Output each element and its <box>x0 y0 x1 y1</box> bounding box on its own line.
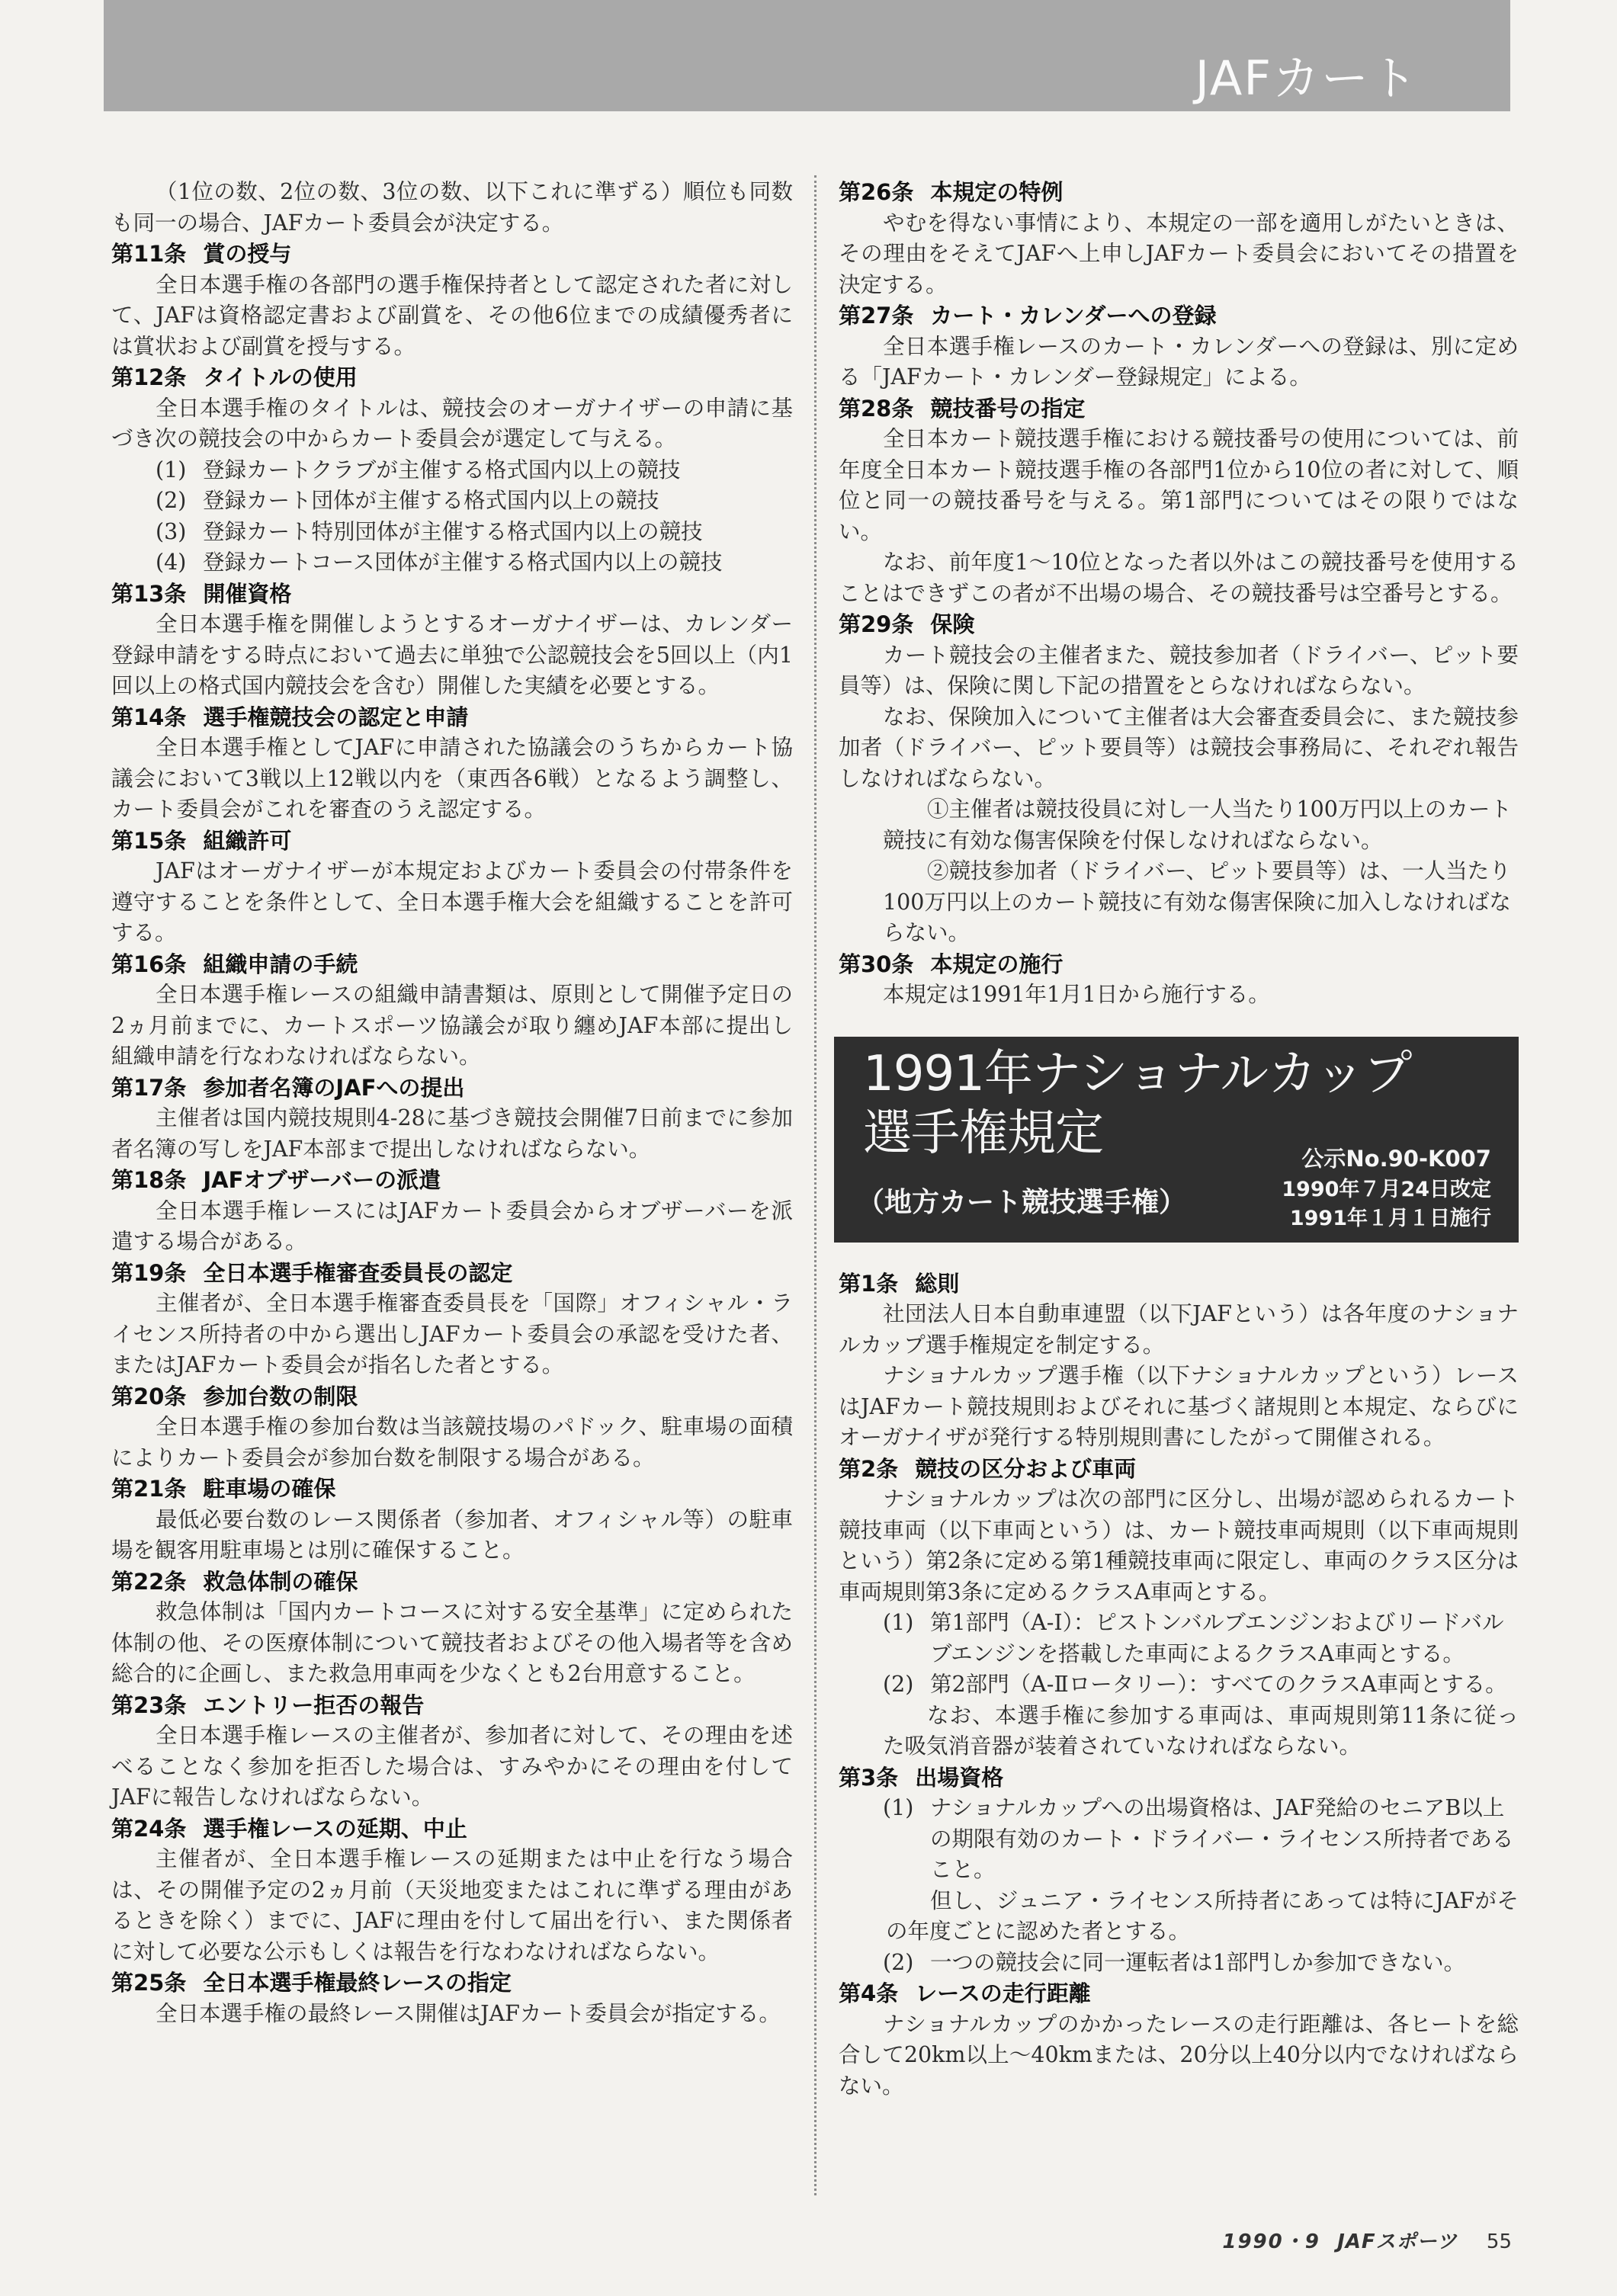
article <box>111 1813 793 1968</box>
article-number: 第19条 <box>111 1259 187 1286</box>
article-number: 第12条 <box>111 364 187 390</box>
numbered-item <box>839 1608 1519 1669</box>
article <box>111 949 793 1073</box>
article-heading <box>839 393 1519 425</box>
article-title: 駐車場の確保 <box>203 1476 336 1502</box>
article-paragraph: ナショナルカップのかかったレースの走行距離は、各ヒートを総合して20km以上～40kmまたは、20分以上40分以内でなければならない。 <box>839 2011 1519 2099</box>
article-heading <box>111 1690 793 1721</box>
page-number: 55 <box>1486 2230 1512 2253</box>
item-marker: (3) <box>156 518 187 544</box>
article <box>839 393 1519 610</box>
article-heading <box>111 239 793 270</box>
article-paragraph: 全日本選手権レースのカート・カレンダーへの登録は、別に定める「JAFカート・カレンダー登録規定」による。 <box>839 333 1519 390</box>
article-number: 第14条 <box>111 704 187 730</box>
article-heading <box>111 1473 793 1505</box>
article-paragraph: 主催者が、全日本選手権審査委員長を「国際」オフィシャル・ライセンス所持者の中から選出しJAFカート委員会の承認を受けた者、またはJAFカート委員会が指名した者とする。 <box>111 1291 793 1377</box>
intro-paragraph: （1位の数、2位の数、3位の数、以下これに準ずる）順位も同数も同一の場合、JAFカート委員会が決定する。 <box>111 179 793 236</box>
article-title: タイトルの使用 <box>203 364 358 390</box>
article-paragraph: 主催者は国内競技規則4-28に基づき競技会開催7日前までに参加者名簿の写しをJAF本部まで提出しなければならない。 <box>111 1105 793 1162</box>
banner-notice-number: 公示No.90-K007 <box>1301 1145 1491 1172</box>
article <box>111 1967 793 2029</box>
article-paragraph: 社団法人日本自動車連盟（以下JAFという）は各年度のナショナルカップ選手権規定を制定する。 <box>839 1301 1519 1358</box>
item-note: 但し、ジュニア・ライセンス所持者にあっては特にJAFがその年度ごとに認めた者とする。 <box>886 1887 1519 1944</box>
article <box>111 362 793 579</box>
item-marker: (1) <box>156 457 187 483</box>
article-heading <box>111 826 793 857</box>
article-heading <box>839 300 1519 332</box>
article-paragraph: 本規定は1991年1月1日から施行する。 <box>883 982 1270 1007</box>
article <box>839 1454 1519 1762</box>
article-heading <box>111 1165 793 1196</box>
article-paragraph: なお、保険加入について主催者は大会審査委員会に、また競技参加者（ドライバー、ピット要員等）は競技会事務局に、それぞれ報告しなければならない。 <box>839 704 1519 791</box>
banner-dates <box>1282 1175 1491 1233</box>
article-title: レースの走行距離 <box>915 1980 1091 2006</box>
right-articles <box>839 177 1519 1011</box>
article <box>839 300 1519 393</box>
article-title: 全日本選手権最終レースの指定 <box>203 1970 512 1996</box>
article-heading <box>111 1967 793 1999</box>
article-title: カート・カレンダーへの登録 <box>930 303 1217 329</box>
article-heading <box>111 1566 793 1598</box>
article-paragraph: 全日本選手権のタイトルは、競技会のオーガナイザーの申請に基づき次の競技会の中からカート委員会が選定して与える。 <box>111 395 793 451</box>
article <box>111 1566 793 1690</box>
article-number: 第30条 <box>839 951 914 977</box>
article <box>111 1073 793 1166</box>
article-number: 第2条 <box>839 1455 899 1482</box>
article-paragraph: 全日本選手権の参加台数は当該競技場のパドック、駐車場の面積によりカート委員会が参加台数を制限する場合がある。 <box>111 1414 793 1470</box>
item-text: 登録カート団体が主催する格式国内以上の競技 <box>203 488 659 513</box>
article-heading <box>111 1381 793 1413</box>
regulation-banner <box>834 1037 1519 1243</box>
banner-title-line2: 選手権規定 <box>863 1105 1103 1162</box>
article-paragraph: 救急体制は「国内カートコースに対する安全基準」に定められた体制の他、その医療体制について競技者およびその他入場者等を含め総合的に企画し、また救急用車両を少なくとも2台用意すること。 <box>111 1599 793 1686</box>
article-number: 第11条 <box>111 241 187 267</box>
article <box>111 826 793 949</box>
article-title: JAFオブザーバーの派遣 <box>203 1167 441 1193</box>
article <box>111 1381 793 1474</box>
item-marker: (2) <box>156 488 187 513</box>
column-divider <box>814 175 817 2195</box>
article-title: 本規定の施行 <box>930 951 1064 977</box>
numbered-item <box>839 1669 1519 1701</box>
right-column <box>839 177 1519 2102</box>
article-number: 第16条 <box>111 951 187 977</box>
article-heading <box>839 1978 1519 2009</box>
article-title: 参加者名簿のJAFへの提出 <box>203 1074 465 1101</box>
article-heading <box>111 579 793 610</box>
article-heading <box>839 1268 1519 1300</box>
article <box>839 949 1519 1011</box>
item-text: ナショナルカップへの出場資格は、JAF発給のセニアB以上の期限有効のカート・ドライバー・ライセンス所持者であること。 <box>930 1795 1514 1882</box>
article <box>111 1258 793 1381</box>
article-paragraph: 全日本選手権の各部門の選手権保持者として認定された者に対して、JAFは資格認定書および副賞を、その他6位までの成績優秀者には賞状および副賞を授与する。 <box>111 271 793 359</box>
numbered-item <box>111 547 793 579</box>
article-number: 第15条 <box>111 827 187 854</box>
article-number: 第21条 <box>111 1476 187 1502</box>
page-footer <box>1222 2226 1512 2254</box>
section-title: JAFカート <box>1195 50 1419 106</box>
article-title: 総則 <box>915 1270 960 1297</box>
article-heading <box>839 949 1519 980</box>
article-number: 第25条 <box>111 1970 187 1996</box>
left-column <box>111 177 793 2029</box>
article-title: 開催資格 <box>203 580 292 607</box>
banner-revised-date: 1990年７月24日改定 <box>1282 1177 1491 1201</box>
article-paragraph: ナショナルカップは次の部門に区分し、出場が認められるカート競技車両（以下車両という）は、カート競技車両規則（以下車両規則という）第2条に定める第1種競技車両に限定し、車両のクラス区分は車両規則第3条に定めるクラスA車両とする。 <box>839 1486 1519 1605</box>
article-title: 競技番号の指定 <box>930 395 1086 422</box>
article <box>111 1473 793 1566</box>
article-number: 第23条 <box>111 1692 187 1718</box>
article-paragraph: 全日本カート競技選手権における競技番号の使用については、前年度全日本カート競技選手権の各部門1位から10位の者に対して、順位と同一の競技番号を与える。第1部門についてはその限りではない。 <box>839 426 1519 544</box>
article-title: 出場資格 <box>915 1764 1004 1791</box>
numbered-item <box>839 1793 1519 1886</box>
article-heading <box>839 1454 1519 1485</box>
numbered-item <box>111 486 793 517</box>
article-paragraph: 全日本選手権レースの主催者が、参加者に対して、その理由を述べることなく参加を拒否した場合は、すみやかにその理由を付してJAFに報告しなければならない。 <box>111 1723 793 1810</box>
article <box>111 579 793 702</box>
banner-subtitle: （地方カート競技選手権） <box>857 1186 1187 1218</box>
article-number: 第13条 <box>111 580 187 607</box>
article <box>111 702 793 826</box>
numbered-item <box>111 517 793 548</box>
article-number: 第22条 <box>111 1568 187 1595</box>
article-number: 第3条 <box>839 1764 899 1791</box>
magazine-name: JAFスポーツ <box>1337 2230 1458 2253</box>
circled-item: ②競技参加者（ドライバー、ピット要員等）は、一人当たり100万円以上のカート競技に有効な傷害保険に加入しなければならない。 <box>883 858 1511 945</box>
circled-item: ①主催者は競技役員に対し一人当たり100万円以上のカート競技に有効な傷害保険を付保しなければならない。 <box>883 797 1512 853</box>
item-text: 第1部門（A-Ⅰ）：ピストンバルブエンジンおよびリードバルブエンジンを搭載した車両によるクラスA車両とする。 <box>930 1610 1504 1666</box>
article-paragraph: 全日本選手権レースの組織申請書類は、原則として開催予定日の2ヵ月前までに、カートスポーツ協議会が取り纏めJAF本部に提出し組織申請を行なわなければならない。 <box>111 982 793 1069</box>
banner-effective-date: 1991年１月１日施行 <box>1289 1206 1491 1230</box>
article-title: 組織許可 <box>203 827 292 854</box>
article-heading <box>111 362 793 393</box>
article <box>839 1268 1519 1454</box>
article-title: 全日本選手権審査委員長の認定 <box>203 1259 513 1286</box>
article-title: 賞の授与 <box>203 241 292 267</box>
article <box>111 1165 793 1258</box>
item-text: 一つの競技会に同一運転者は1部門しか参加できない。 <box>930 1949 1466 1975</box>
article-title: 参加台数の制限 <box>203 1383 358 1409</box>
article-number: 第17条 <box>111 1074 187 1101</box>
numbered-item <box>111 455 793 486</box>
article-number: 第26条 <box>839 179 914 205</box>
national-cup-articles <box>839 1268 1519 2102</box>
article-paragraph: 主催者が、全日本選手権レースの延期または中止を行なう場合は、その開催予定の2ヵ月前（天災地変またはこれに準ずる理由があるときを除く）までに、JAFに理由を付して届出を行い、また関係者に対して必要な公示もしくは報告を行なわなければならない。 <box>111 1846 793 1964</box>
article-title: 保険 <box>930 611 975 637</box>
article-note: なお、本選手権に参加する車両は、車両規則第11条に従った吸気消音器が装着されていなければならない。 <box>883 1702 1519 1759</box>
article-paragraph: 全日本選手権を開催しようとするオーガナイザーは、カレンダー登録申請をする時点において過去に単独で公認競技会を5回以上（内1回以上の格式国内競技会を含む）開催した実績を必要とする。 <box>111 611 793 698</box>
article-paragraph: ナショナルカップ選手権（以下ナショナルカップという）レースはJAFカート競技規則およびそれに基づく諸規則と本規定、ならびにオーガナイザが発行する特別規則書にしたがって開催される。 <box>839 1363 1519 1450</box>
item-marker: (4) <box>156 550 187 575</box>
article <box>839 177 1519 300</box>
article-paragraph: カート競技会の主催者また、競技参加者（ドライバー、ピット要員等）は、保険に関し下記の措置をとらなければならない。 <box>839 642 1519 698</box>
item-marker: (1) <box>883 1610 914 1635</box>
article <box>111 239 793 362</box>
numbered-item <box>839 1948 1519 1979</box>
article-heading <box>839 1762 1519 1794</box>
article-title: 選手権レースの延期、中止 <box>203 1815 467 1842</box>
article <box>839 1978 1519 2102</box>
item-text: 登録カートコース団体が主催する格式国内以上の競技 <box>203 550 723 575</box>
article-heading <box>839 609 1519 640</box>
article-paragraph: 全日本選手権レースにはJAFカート委員会からオブザーバーを派遣する場合がある。 <box>111 1198 793 1254</box>
item-marker: (2) <box>883 1672 914 1697</box>
article-number: 第24条 <box>111 1815 187 1842</box>
article-number: 第28条 <box>839 395 914 422</box>
article-number: 第18条 <box>111 1167 187 1193</box>
article-title: 救急体制の確保 <box>203 1568 358 1595</box>
banner-title-line1: 1991年ナショナルカップ <box>863 1045 1412 1102</box>
item-text: 第2部門（A-Ⅱロータリー）：すべてのクラスA車両とする。 <box>930 1672 1507 1697</box>
article-number: 第27条 <box>839 303 914 329</box>
article-title: 組織申請の手続 <box>203 951 358 977</box>
article-title: 選手権競技会の認定と申請 <box>203 704 469 730</box>
article-paragraph: JAFはオーガナイザーが本規定およびカート委員会の付帯条件を遵守することを条件として、全日本選手権大会を組織することを許可する。 <box>111 858 793 945</box>
article-heading <box>111 1813 793 1845</box>
article-title: エントリー拒否の報告 <box>203 1692 425 1718</box>
article-paragraph: なお、前年度1～10位となった者以外はこの競技番号を使用することはできずこの者が不出場の場合、その競技番号は空番号とする。 <box>839 550 1519 606</box>
item-marker: (1) <box>883 1795 914 1820</box>
item-text: 登録カートクラブが主催する格式国内以上の競技 <box>203 457 681 483</box>
issue-date: 1990・9 <box>1222 2230 1320 2253</box>
article-paragraph: 最低必要台数のレース関係者（参加者、オフィシャル等）の駐車場を観客用駐車場とは別に確保すること。 <box>111 1506 793 1563</box>
article-heading <box>111 702 793 733</box>
article-number: 第29条 <box>839 611 914 637</box>
article-title: 本規定の特例 <box>930 179 1064 205</box>
article <box>111 1690 793 1813</box>
article-heading <box>111 949 793 980</box>
article-paragraph: 全日本選手権としてJAFに申請された協議会のうちからカート協議会において3戦以上12戦以内を（東西各6戦）となるよう調整し、カート委員会がこれを審査のうえ認定する。 <box>111 735 793 822</box>
article-number: 第1条 <box>839 1270 899 1297</box>
article-heading <box>111 1258 793 1289</box>
article <box>839 609 1519 949</box>
article-heading <box>839 177 1519 208</box>
article-paragraph: やむを得ない事情により、本規定の一部を適用しがたいときは、その理由をそえてJAFへ上申しJAFカート委員会においてその措置を決定する。 <box>839 210 1519 297</box>
section-header-bar <box>104 0 1510 111</box>
article-title: 競技の区分および車両 <box>915 1455 1137 1482</box>
article <box>839 1762 1519 1979</box>
article-paragraph: 全日本選手権の最終レース開催はJAFカート委員会が指定する。 <box>156 2000 781 2026</box>
article-number: 第4条 <box>839 1980 899 2006</box>
item-marker: (2) <box>883 1949 914 1975</box>
article-number: 第20条 <box>111 1383 187 1409</box>
article-heading <box>111 1073 793 1104</box>
item-text: 登録カート特別団体が主催する格式国内以上の競技 <box>203 518 703 544</box>
